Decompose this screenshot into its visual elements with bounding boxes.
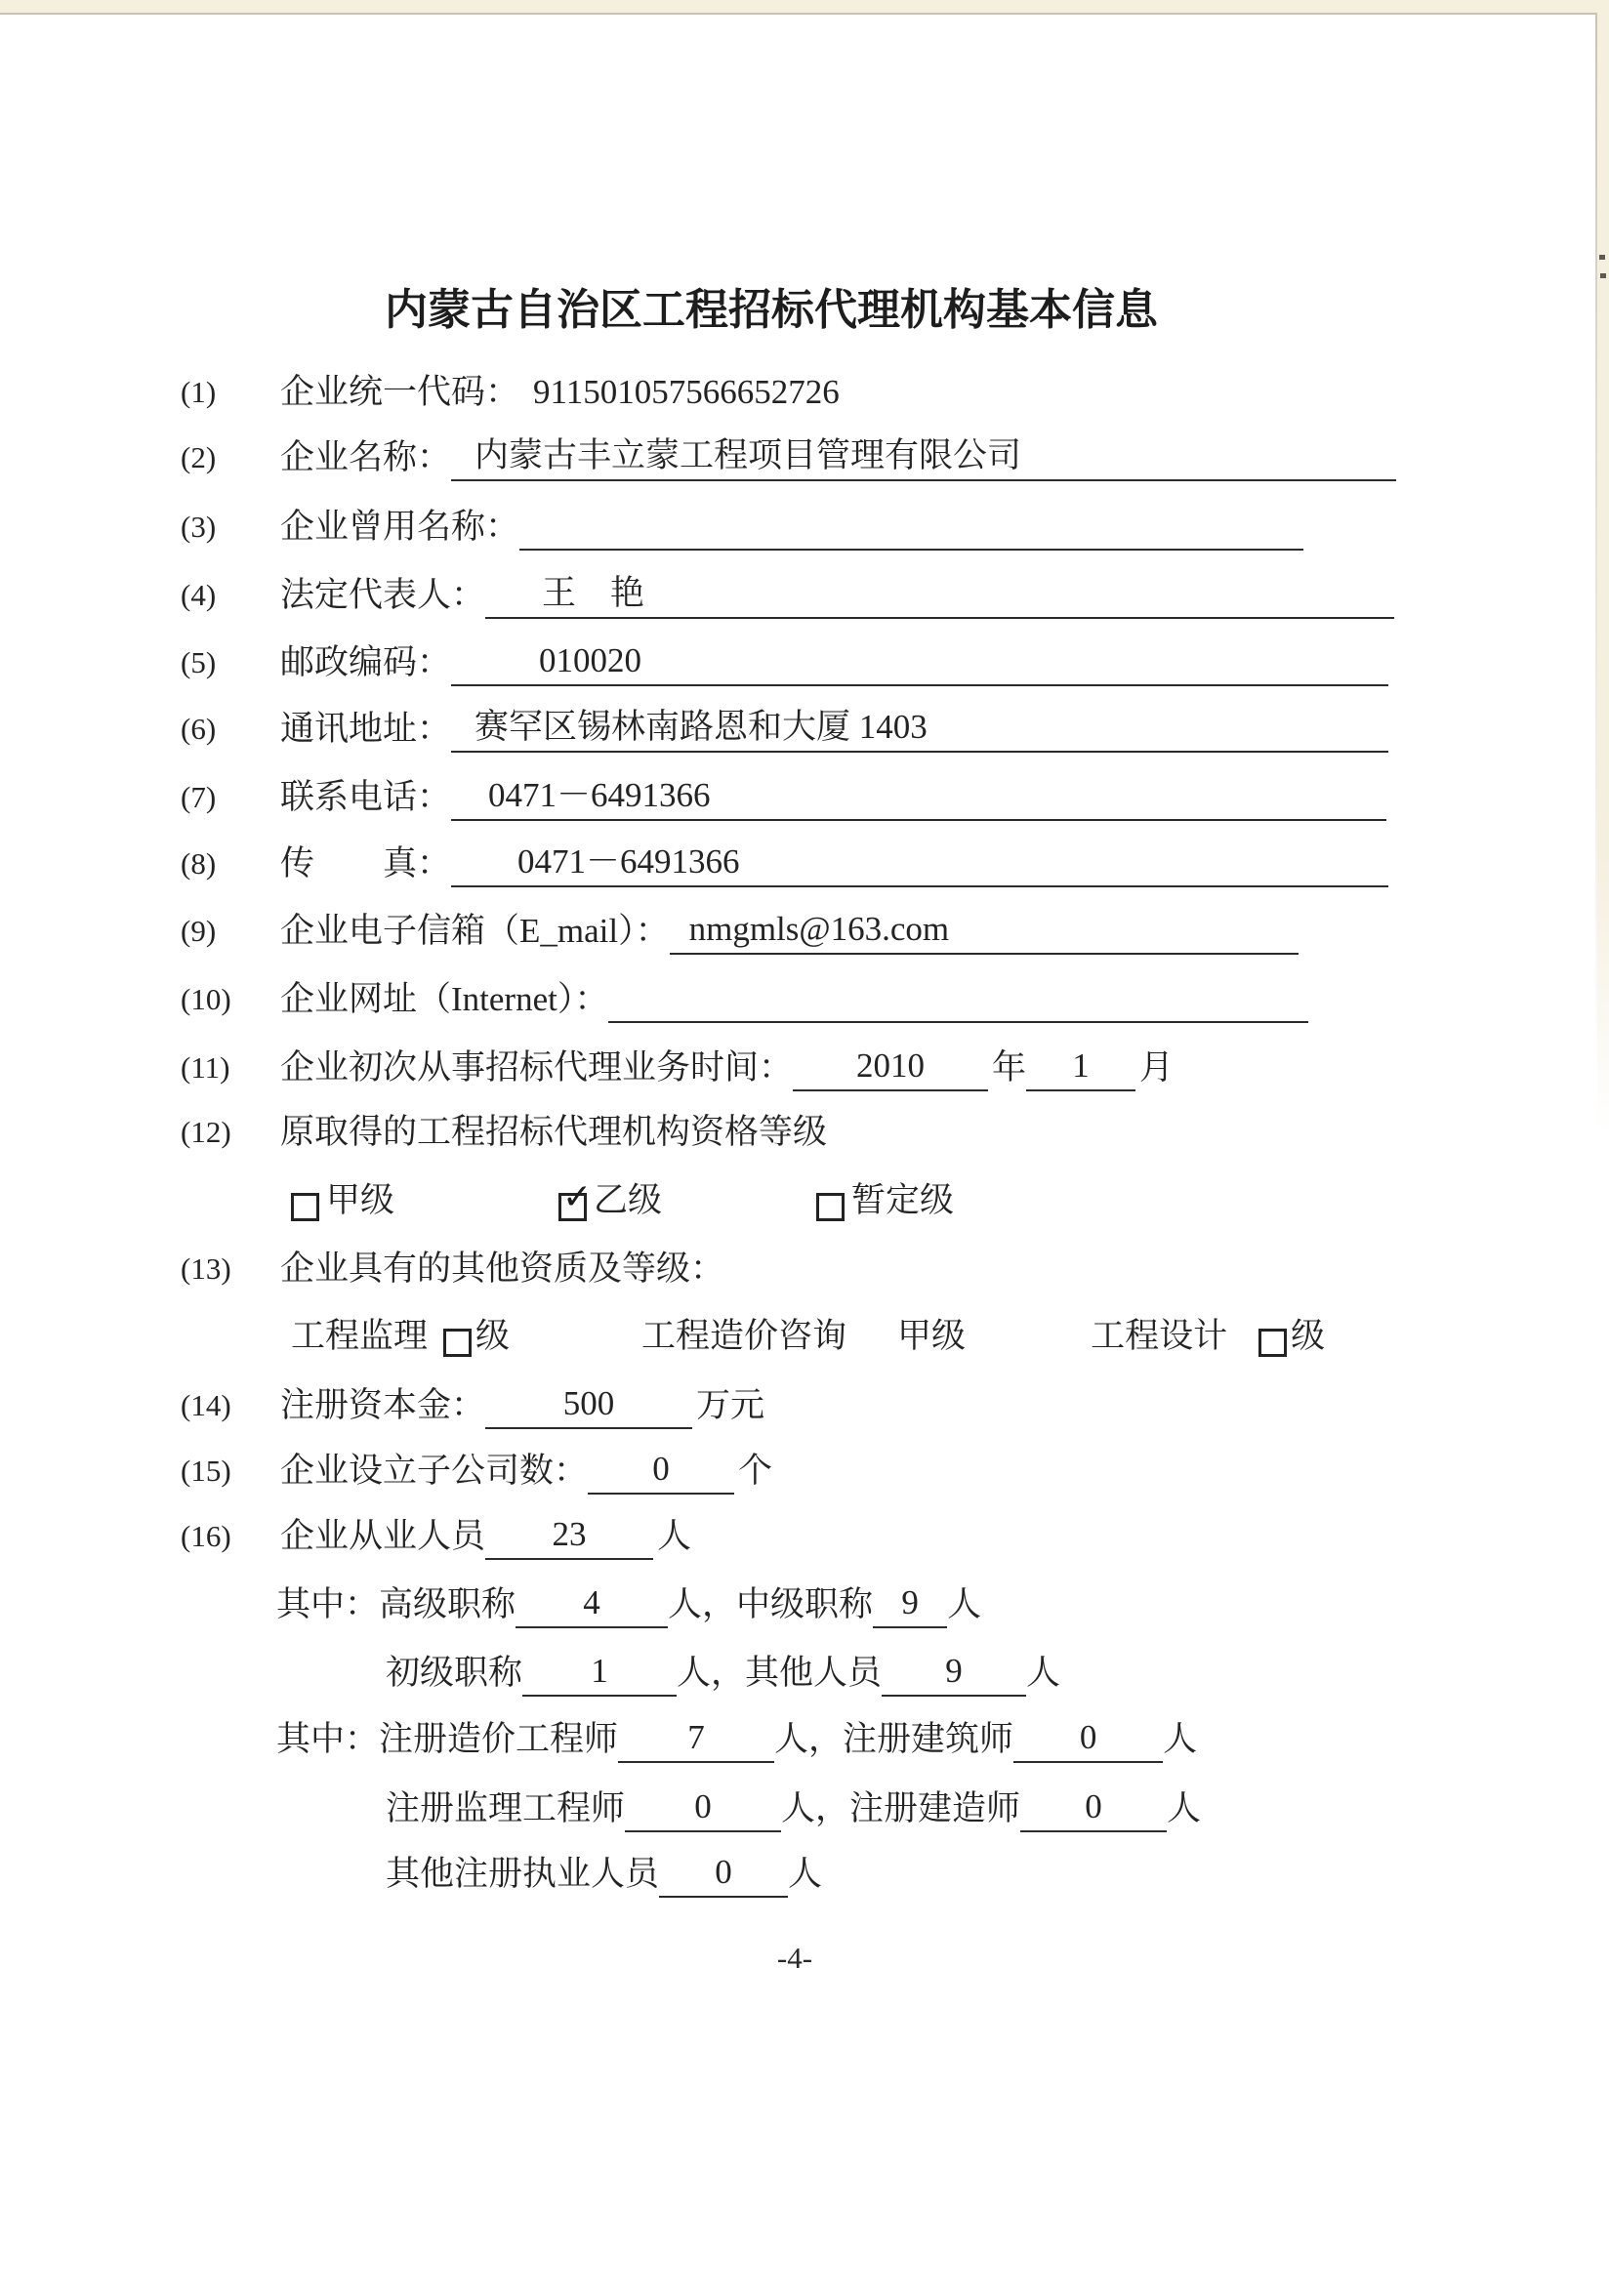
field-label: 联系电话：	[280, 778, 452, 816]
item-number: (1)	[181, 375, 217, 409]
underlined-field	[451, 839, 1388, 887]
field-label: 企业曾用名称：	[280, 508, 520, 546]
underlined-field	[451, 432, 1396, 481]
year-value: 2010	[856, 1046, 926, 1085]
staff-field: 注册建造师	[849, 1789, 1021, 1827]
scan-edge-right-line	[1595, 14, 1597, 1068]
underlined-field	[522, 1648, 677, 1697]
field-label: 企业电子信箱（E_mail）：	[280, 912, 670, 950]
qual-design	[1091, 1313, 1325, 1360]
staff-value: 7	[687, 1718, 705, 1756]
item-number: (14)	[181, 1388, 231, 1422]
staff-field: 初级职称	[386, 1654, 523, 1692]
staff-value: 0	[1085, 1787, 1102, 1825]
field-value: 0	[652, 1450, 670, 1488]
staff-prefix: 其中：	[276, 1585, 380, 1623]
underlined-field	[1020, 1784, 1167, 1832]
qual-name: 工程造价咨询	[641, 1317, 847, 1355]
field-label: 传 真：	[280, 844, 452, 882]
item-number: (2)	[181, 440, 217, 474]
field-subsidiaries-count	[181, 1446, 772, 1495]
staff-prefix: 其中：	[276, 1720, 380, 1758]
staff-unit: 人	[1167, 1789, 1202, 1827]
field-label: 企业名称：	[280, 438, 452, 476]
staff-value: 9	[901, 1583, 919, 1621]
field-original-grade	[181, 1107, 827, 1156]
field-company-name	[181, 432, 1396, 481]
staff-value: 9	[945, 1652, 963, 1690]
field-label: 邮政编码：	[280, 643, 452, 681]
checkbox-unchecked-icon	[1258, 1329, 1287, 1357]
item-number: (6)	[181, 712, 217, 746]
staff-unit: 人	[788, 1855, 823, 1893]
underlined-field	[485, 570, 1394, 619]
staff-value: 0	[694, 1787, 712, 1825]
item-number: (13)	[181, 1251, 231, 1286]
scan-speck	[1600, 273, 1606, 278]
underlined-field-year	[793, 1043, 988, 1091]
scan-speck	[1599, 255, 1605, 260]
item-number: (15)	[181, 1454, 231, 1488]
underlined-field	[451, 704, 1388, 753]
staff-row-titles-2	[386, 1648, 1060, 1697]
underlined-field	[882, 1648, 1026, 1697]
page-number: -4-	[776, 1941, 813, 1975]
scan-edge-top	[0, 0, 1609, 13]
underlined-field	[1013, 1714, 1163, 1763]
underlined-field	[588, 1446, 734, 1495]
field-other-qualifications	[181, 1244, 724, 1292]
field-unit: 万元	[696, 1386, 765, 1424]
item-number: (10)	[181, 982, 231, 1016]
field-value: 500	[562, 1384, 615, 1422]
field-value: 王 艳	[542, 574, 645, 612]
staff-unit: 人，	[668, 1585, 737, 1623]
field-value: 23	[552, 1515, 587, 1553]
checkbox-unchecked-icon	[443, 1329, 472, 1357]
field-phone	[181, 772, 1386, 821]
item-number: (9)	[181, 914, 217, 948]
year-unit: 年	[992, 1048, 1027, 1086]
checkbox-label: 甲级	[326, 1181, 395, 1219]
checkbox-unchecked-icon	[816, 1193, 845, 1221]
checkbox-label: 暂定级	[851, 1181, 955, 1219]
field-unified-code	[181, 367, 840, 416]
staff-row-registered-1	[276, 1714, 1197, 1763]
underlined-field	[618, 1714, 774, 1763]
field-address	[181, 704, 1388, 753]
checkbox-label: 乙级	[594, 1181, 663, 1219]
field-postal-code	[181, 637, 1388, 686]
underlined-field	[519, 502, 1303, 551]
staff-field: 注册监理工程师	[386, 1789, 626, 1827]
underlined-field	[670, 906, 1299, 955]
field-label: 企业统一代码：	[280, 373, 520, 411]
staff-row-registered-3	[386, 1849, 822, 1898]
field-website	[181, 974, 1308, 1023]
qual-cost-consulting	[641, 1313, 966, 1360]
grade-checkbox-row	[291, 1175, 954, 1224]
underlined-field	[659, 1849, 788, 1898]
field-employees-count	[181, 1511, 691, 1560]
underlined-field	[516, 1579, 668, 1628]
field-label: 通讯地址：	[280, 710, 452, 748]
month-unit: 月	[1139, 1048, 1175, 1086]
underlined-field	[608, 974, 1308, 1023]
field-former-name	[181, 502, 1303, 551]
field-value: 赛罕区锡林南路恩和大厦 1403	[474, 708, 928, 746]
item-number: (12)	[181, 1115, 231, 1149]
field-unit: 人	[657, 1517, 692, 1555]
field-label: 企业初次从事招标代理业务时间：	[280, 1048, 794, 1086]
field-legal-representative	[181, 570, 1394, 619]
item-number: (16)	[181, 1519, 231, 1553]
staff-value: 0	[715, 1853, 732, 1891]
checkbox-checked-icon	[558, 1177, 593, 1221]
staff-field: 注册建筑师	[843, 1720, 1014, 1758]
staff-unit: 人，	[677, 1654, 746, 1692]
staff-field: 其他人员	[745, 1654, 883, 1692]
field-registered-capital	[181, 1380, 764, 1429]
month-value: 1	[1072, 1046, 1090, 1085]
qualification-row	[291, 1311, 1325, 1360]
field-value: 0471－6491366	[517, 842, 740, 881]
field-label: 企业具有的其他资质及等级：	[280, 1250, 725, 1288]
staff-unit: 人，	[781, 1789, 850, 1827]
staff-unit: 人	[1163, 1720, 1198, 1758]
staff-value: 4	[583, 1583, 600, 1621]
staff-field: 中级职称	[736, 1585, 874, 1623]
checkbox-grade-b	[558, 1177, 662, 1224]
item-number: (3)	[181, 510, 217, 544]
qual-grade: 级	[1291, 1317, 1326, 1355]
field-unit: 个	[738, 1452, 773, 1490]
field-value: nmgmls@163.com	[688, 910, 950, 948]
field-value: 内蒙古丰立蒙工程项目管理有限公司	[474, 436, 1022, 474]
item-number: (5)	[181, 645, 217, 679]
field-first-agency-time	[181, 1043, 1174, 1091]
field-value: 911501057566652726	[533, 373, 840, 411]
underlined-field	[485, 1380, 692, 1429]
staff-row-titles-1	[276, 1579, 981, 1628]
qual-grade: 甲级	[897, 1317, 967, 1355]
qual-supervision	[291, 1313, 510, 1360]
field-label: 原取得的工程招标代理机构资格等级	[280, 1113, 828, 1151]
field-fax	[181, 839, 1388, 887]
page-title: 内蒙古自治区工程招标代理机构基本信息	[385, 286, 1158, 334]
staff-field: 注册造价工程师	[379, 1720, 619, 1758]
underlined-field	[625, 1784, 781, 1832]
staff-row-registered-2	[386, 1784, 1201, 1832]
underlined-field	[485, 1511, 653, 1560]
field-label: 企业网址（Internet）：	[280, 980, 609, 1018]
field-label: 企业设立子公司数：	[280, 1452, 589, 1490]
field-email	[181, 906, 1299, 955]
item-number: (8)	[181, 846, 217, 881]
staff-value: 0	[1079, 1718, 1097, 1756]
staff-unit: 人	[947, 1585, 982, 1623]
staff-unit: 人，	[774, 1720, 844, 1758]
staff-unit: 人	[1026, 1654, 1061, 1692]
scan-edge-top-line	[0, 13, 1609, 15]
staff-value: 1	[591, 1652, 608, 1690]
scan-edge-right	[1597, 13, 1609, 1135]
field-label: 企业从业人员	[280, 1517, 486, 1555]
checkbox-grade-a	[291, 1177, 394, 1224]
checkbox-unchecked-icon	[291, 1193, 319, 1221]
field-value: 010020	[539, 641, 642, 679]
underlined-field	[451, 637, 1388, 686]
staff-field: 其他注册执业人员	[386, 1855, 660, 1893]
underlined-field	[873, 1579, 947, 1628]
staff-field: 高级职称	[379, 1585, 516, 1623]
field-value: 0471－6491366	[488, 776, 711, 814]
item-number: (7)	[181, 780, 217, 814]
item-number: (11)	[181, 1050, 230, 1085]
underlined-field	[451, 772, 1386, 821]
underlined-field-month	[1026, 1043, 1135, 1091]
checkbox-grade-provisional	[816, 1177, 954, 1224]
field-label: 法定代表人：	[280, 576, 486, 614]
item-number: (4)	[181, 578, 217, 612]
check-mark-icon: ✓	[562, 1177, 593, 1217]
qual-name: 工程监理	[291, 1317, 429, 1355]
field-label: 注册资本金：	[280, 1386, 486, 1424]
qual-name: 工程设计	[1091, 1317, 1228, 1355]
qual-grade: 级	[475, 1317, 511, 1355]
